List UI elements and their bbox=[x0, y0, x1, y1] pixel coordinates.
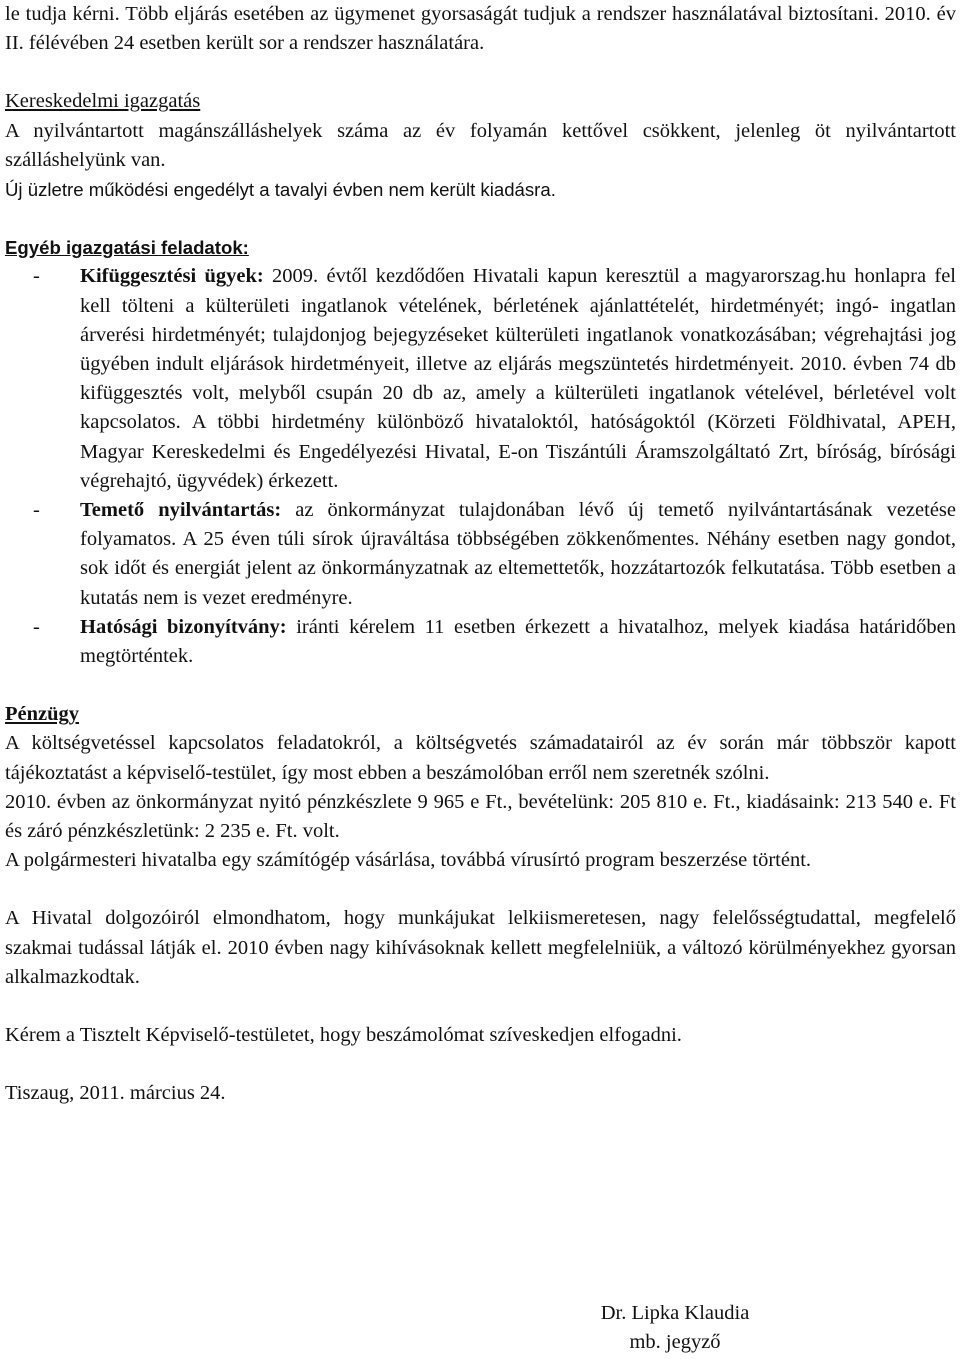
section-heading-penzugy: Pénzügy bbox=[5, 703, 80, 726]
list-item-text: iránti kérelem 11 esetben érkezett a hivatalhoz, melyek kiadása határidőben megtörténtek. bbox=[80, 615, 957, 668]
document-page bbox=[5, 0, 956, 1109]
list-item-text: 2009. évtől kezdődően Hivatali kapun keresztül a magyarorszag.hu honlapra fel kell tölteni a külterületi ingatlanok vételének, bérletének ajánlattételét, hirdetményét; ingó- ingatlan árverési hirdetményét; tulajdonjog bejegyzéseket külterületi ingatlanok vonatkozásában; végrehajtási jog ügyében indult eljárások hirdetményeit, illetve az eljárás megszüntetés hirdetményeit. 2010. évben 74 db kifüggesztés volt, melyből csupán 20 db az, amely a külterületi ingatlanok vételével, bérletével volt kapcsolatos. A többi hirdetmény különböző hivataloktól, hatóságoktól (Körzeti Földhivatal, APEH, Magyar Kereskedelmi és Engedélyezési Hivatal, E-on Tiszántúli Áramszolgáltató Zrt, bíróság, bírósági végrehajtó, ügyvédek) érkezett. bbox=[80, 265, 957, 492]
penzugy-paragraph: A költségvetéssel kapcsolatos feladatokról, a költségvetés számadatairól az év során már többször kapott tájékoztatást a képviselő-testület, így most ebben a beszámolóban erről nem szeretnék szólni. bbox=[5, 732, 956, 784]
list-item bbox=[5, 613, 956, 671]
spacer bbox=[5, 1050, 956, 1079]
signature-block bbox=[575, 1299, 775, 1357]
section-heading-kereskedelmi: Kereskedelmi igazgatás bbox=[5, 90, 201, 113]
closing-request: Kérem a Tisztelt Képviselő-testületet, hogy beszámolómat szíveskedjen elfogadni. bbox=[5, 1024, 682, 1047]
spacer bbox=[5, 992, 956, 1021]
spacer bbox=[5, 875, 956, 904]
penzugy-purchase: A polgármesteri hivatalba egy számítógép vásárlása, továbbá vírusírtó program beszerzése történt. bbox=[5, 849, 812, 872]
spacer bbox=[5, 204, 956, 233]
list-item-text: az önkormányzat tulajdonában lévő új temető nyilvántartásának vezetése folyamatos. A 25 éven túli sírok újraváltása többségében zökkenőmentes. Néhány esetben nagy gondot, sok időt és energiát jelent az önkormányzatnak az eltemettetők, hozzátartozók felkutatása. Több esetben a kutatás nem is vezet eredményre. bbox=[80, 499, 956, 609]
list-dash: - bbox=[33, 265, 40, 288]
list-dash: - bbox=[33, 499, 40, 522]
list-item-label: Kifüggesztési ügyek: bbox=[80, 265, 264, 288]
signatory-title: mb. jegyző bbox=[629, 1331, 721, 1353]
hivatal-paragraph: A Hivatal dolgozóiról elmondhatom, hogy munkájukat lelkiismeretesen, nagy felelősségtudattal, megfelelő szakmai tudással látják el. 2010 évben nagy kihívásoknak kellett megfelelniük, a változó körülményekhez gyorsan alkalmazkodtak. bbox=[5, 907, 956, 988]
spacer bbox=[5, 58, 956, 87]
signatory-name: Dr. Lipka Klaudia bbox=[600, 1302, 750, 1324]
kereskedelmi-sans-paragraph: Új üzletre működési engedélyt a tavalyi évben nem került kiadásra. bbox=[5, 179, 556, 201]
list-item bbox=[5, 262, 956, 496]
list-item-label: Temető nyilvántartás: bbox=[80, 499, 282, 522]
list-item bbox=[5, 496, 956, 613]
penzugy-figures: 2010. évben az önkormányzat nyitó pénzkészlete 9 965 e Ft., bevételünk: 205 810 e. Ft., kiadásaink: 213 540 e. Ft és záró pénzkészletünk: 2 235 e. Ft. volt. bbox=[5, 790, 956, 843]
kereskedelmi-paragraph: A nyilvántartott magánszálláshelyek száma az év folyamán kettővel csökkent, jelenleg öt nyilvántartott szálláshelyünk van. bbox=[5, 119, 956, 171]
list-item-label: Hatósági bizonyítvány: bbox=[80, 615, 287, 638]
intro-paragraph: le tudja kérni. Több eljárás esetében az ügymenet gyorsaságát tudjuk a rendszer használatával biztosítani. 2010. év II. félévében 24 esetben került sor a rendszer használatára. bbox=[5, 3, 956, 55]
spacer bbox=[5, 671, 956, 700]
section-heading-egyeb: Egyéb igazgatási feladatok: bbox=[5, 237, 249, 259]
place-date: Tiszaug, 2011. március 24. bbox=[5, 1082, 226, 1105]
list-dash: - bbox=[33, 615, 40, 638]
